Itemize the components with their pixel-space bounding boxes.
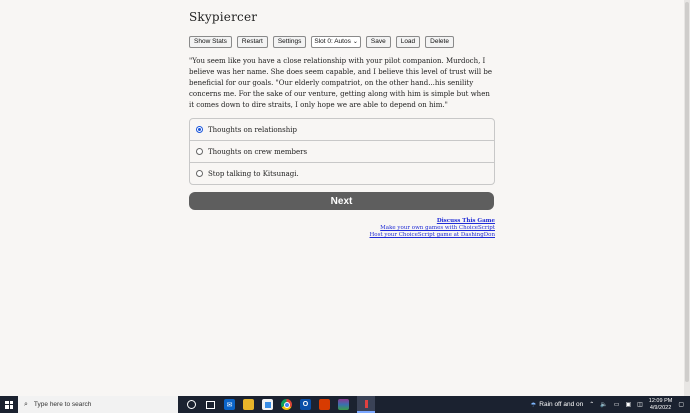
taskbar-app-icons: [186, 396, 375, 413]
search-placeholder: Type here to search: [33, 401, 92, 408]
clock[interactable]: [649, 398, 673, 412]
radio-icon[interactable]: [196, 148, 203, 155]
restart-button[interactable]: Restart: [237, 36, 268, 48]
save-button[interactable]: Save: [366, 36, 391, 48]
discuss-game-link[interactable]: Discuss This Game: [436, 218, 495, 224]
choice-option-crew-members[interactable]: [190, 140, 494, 162]
game-toolbar: [189, 36, 495, 48]
weather-widget[interactable]: [530, 401, 583, 409]
load-button[interactable]: Load: [396, 36, 420, 48]
network-icon[interactable]: ▣: [625, 402, 632, 408]
choice-label: Thoughts on crew members: [208, 147, 308, 156]
file-explorer-icon[interactable]: [243, 399, 254, 410]
settings-button[interactable]: Settings: [273, 36, 307, 48]
task-view-icon[interactable]: [205, 399, 216, 410]
windows-logo-icon: [5, 401, 13, 409]
delete-button[interactable]: Delete: [425, 36, 454, 48]
office-icon[interactable]: [319, 399, 330, 410]
game-title: Skypiercer: [189, 10, 258, 24]
radio-icon[interactable]: [196, 170, 203, 177]
footer-links: [189, 218, 495, 239]
start-button[interactable]: [0, 396, 18, 413]
clock-date: 4/9/2022: [649, 404, 672, 411]
taskbar-search-box[interactable]: [18, 396, 178, 413]
scrollbar-thumb[interactable]: [685, 2, 689, 382]
outlook-icon[interactable]: O: [300, 399, 311, 410]
winrar-icon[interactable]: [338, 399, 349, 410]
choice-label: Thoughts on relationship: [208, 125, 297, 134]
volume-icon[interactable]: 🔈: [600, 402, 608, 408]
chrome-icon[interactable]: [281, 399, 292, 410]
story-text: "You seem like you have a close relationship with your pilot companion. Murdoch, I believe was her name. She does seem capable, and I believe this level of trust will be beneficial for our goals. "Our elderly compatriot, on the other hand...his senility concerns me. For the sake of our venture, getting along with him is simple but when it comes down to dire straits, I only hope we are able to depend on him.": [189, 57, 492, 109]
chevron-down-icon: ⌄: [352, 39, 358, 45]
active-app-icon[interactable]: [357, 396, 375, 413]
system-tray: [530, 396, 684, 413]
mail-icon[interactable]: ✉: [224, 399, 235, 410]
store-icon[interactable]: [262, 399, 273, 410]
choice-label: Stop talking to Kitsunagi.: [208, 169, 299, 178]
save-slot-value: Slot 0: Autos: [314, 38, 351, 45]
show-stats-button[interactable]: Show Stats: [189, 36, 232, 48]
make-games-link[interactable]: Make your own games with ChoiceScript: [380, 225, 495, 231]
weather-text: Rain off and on: [539, 401, 584, 408]
search-icon: ⌕: [24, 400, 28, 408]
choice-option-stop-talking[interactable]: [190, 162, 494, 184]
meet-now-icon[interactable]: ◫: [637, 402, 643, 408]
battery-icon[interactable]: ▭: [613, 402, 620, 408]
notification-icon[interactable]: ▢: [678, 402, 684, 408]
game-container: [189, 6, 495, 239]
chevron-up-icon[interactable]: ⌃: [589, 402, 595, 408]
clock-time: 12:09 PM: [648, 397, 673, 404]
radio-selected-icon[interactable]: [196, 126, 203, 133]
cortana-icon[interactable]: [186, 399, 197, 410]
next-button[interactable]: Next: [189, 192, 494, 210]
choice-option-relationship[interactable]: [190, 119, 494, 140]
windows-taskbar: [0, 396, 690, 413]
page-scrollbar[interactable]: [684, 0, 690, 396]
host-game-link[interactable]: Host your ChoiceScript game at DashingDon: [369, 232, 495, 238]
save-slot-select[interactable]: [311, 36, 361, 48]
rain-cloud-icon: ☂: [530, 401, 537, 409]
choice-list: [189, 118, 495, 185]
